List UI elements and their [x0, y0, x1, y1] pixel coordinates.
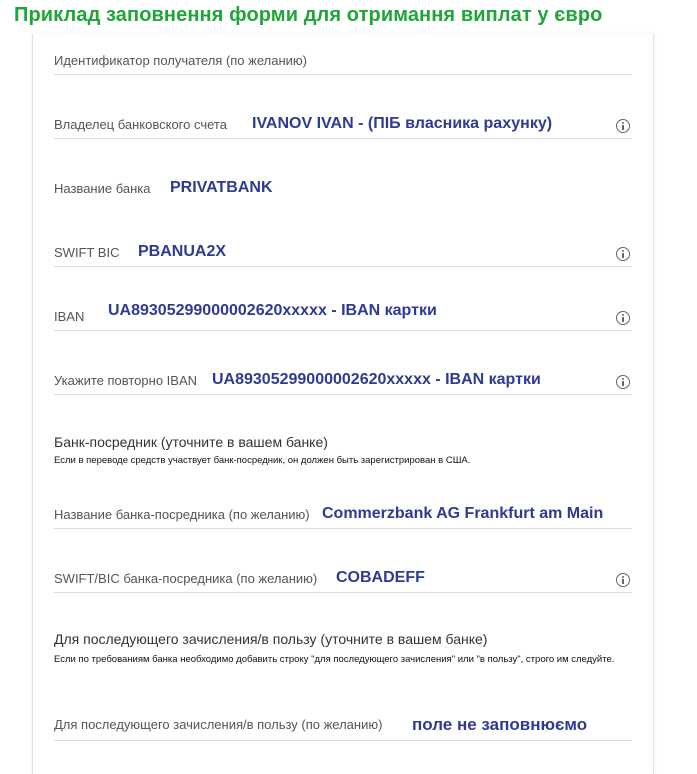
- intermediary-swift-label: SWIFT/BIC банка-посредника (по желанию): [54, 571, 318, 586]
- swift-bic-label: SWIFT BIC: [54, 245, 120, 260]
- further-credit-field[interactable]: [54, 706, 632, 741]
- intermediary-note: Если в переводе средств участвует банк-посредник, он должен быть зарегистрирован в США.: [54, 455, 471, 466]
- bank-name-value: PRIVATBANK: [170, 179, 273, 196]
- iban-label: IBAN: [54, 309, 85, 324]
- intermediary-swift-field[interactable]: [54, 558, 632, 593]
- info-icon[interactable]: [616, 375, 630, 389]
- info-icon[interactable]: [616, 119, 630, 133]
- intermediary-heading: Банк-посредник (уточните в вашем банке): [54, 434, 328, 450]
- swift-bic-value: PBANUA2X: [138, 243, 227, 260]
- bank-name-field[interactable]: [54, 168, 632, 202]
- swift-bic-field[interactable]: [54, 232, 632, 267]
- further-credit-label: Для последующего зачисления/в пользу (по желанию): [54, 717, 383, 732]
- page-title: Приклад заповнення форми для отримання виплат у євро: [14, 4, 603, 26]
- info-icon[interactable]: [616, 311, 630, 325]
- intermediary-bank-name-value: Commerzbank AG Frankfurt am Main: [322, 505, 604, 522]
- further-credit-heading: Для последующего зачисления/в пользу (уточните в вашем банке): [54, 631, 488, 647]
- intermediary-swift-value: COBADEFF: [336, 569, 425, 586]
- recipient-id-field[interactable]: [54, 40, 632, 75]
- account-owner-value: IVANOV IVAN - (ПІБ власника рахунку): [252, 115, 553, 132]
- iban-repeat-field[interactable]: [54, 360, 632, 395]
- account-owner-field[interactable]: [54, 104, 632, 139]
- further-credit-section: [54, 631, 644, 667]
- iban-repeat-value: UA89305299000002620xxxxx - IBAN картки: [212, 371, 541, 388]
- intermediary-bank-name-label: Название банка-посредника (по желанию): [54, 507, 310, 522]
- account-owner-label: Владелец банковского счета: [54, 117, 227, 132]
- recipient-id-label: Идентификатор получателя (по желанию): [54, 53, 307, 68]
- further-credit-value: поле не заповнюємо: [412, 715, 588, 734]
- intermediary-section: [54, 434, 644, 468]
- bank-name-label: Название банка: [54, 181, 151, 196]
- iban-field[interactable]: [54, 296, 632, 331]
- intermediary-bank-name-field[interactable]: [54, 494, 632, 529]
- further-credit-note: Если по требованиям банка необходимо добавить строку "для последующего зачисления" или "в пользу", строго им следуйте.: [54, 654, 615, 665]
- iban-repeat-label: Укажите повторно IBAN: [54, 373, 198, 388]
- info-icon[interactable]: [616, 247, 630, 261]
- iban-value: UA89305299000002620xxxxx - IBAN картки: [108, 302, 437, 319]
- info-icon[interactable]: [616, 573, 630, 587]
